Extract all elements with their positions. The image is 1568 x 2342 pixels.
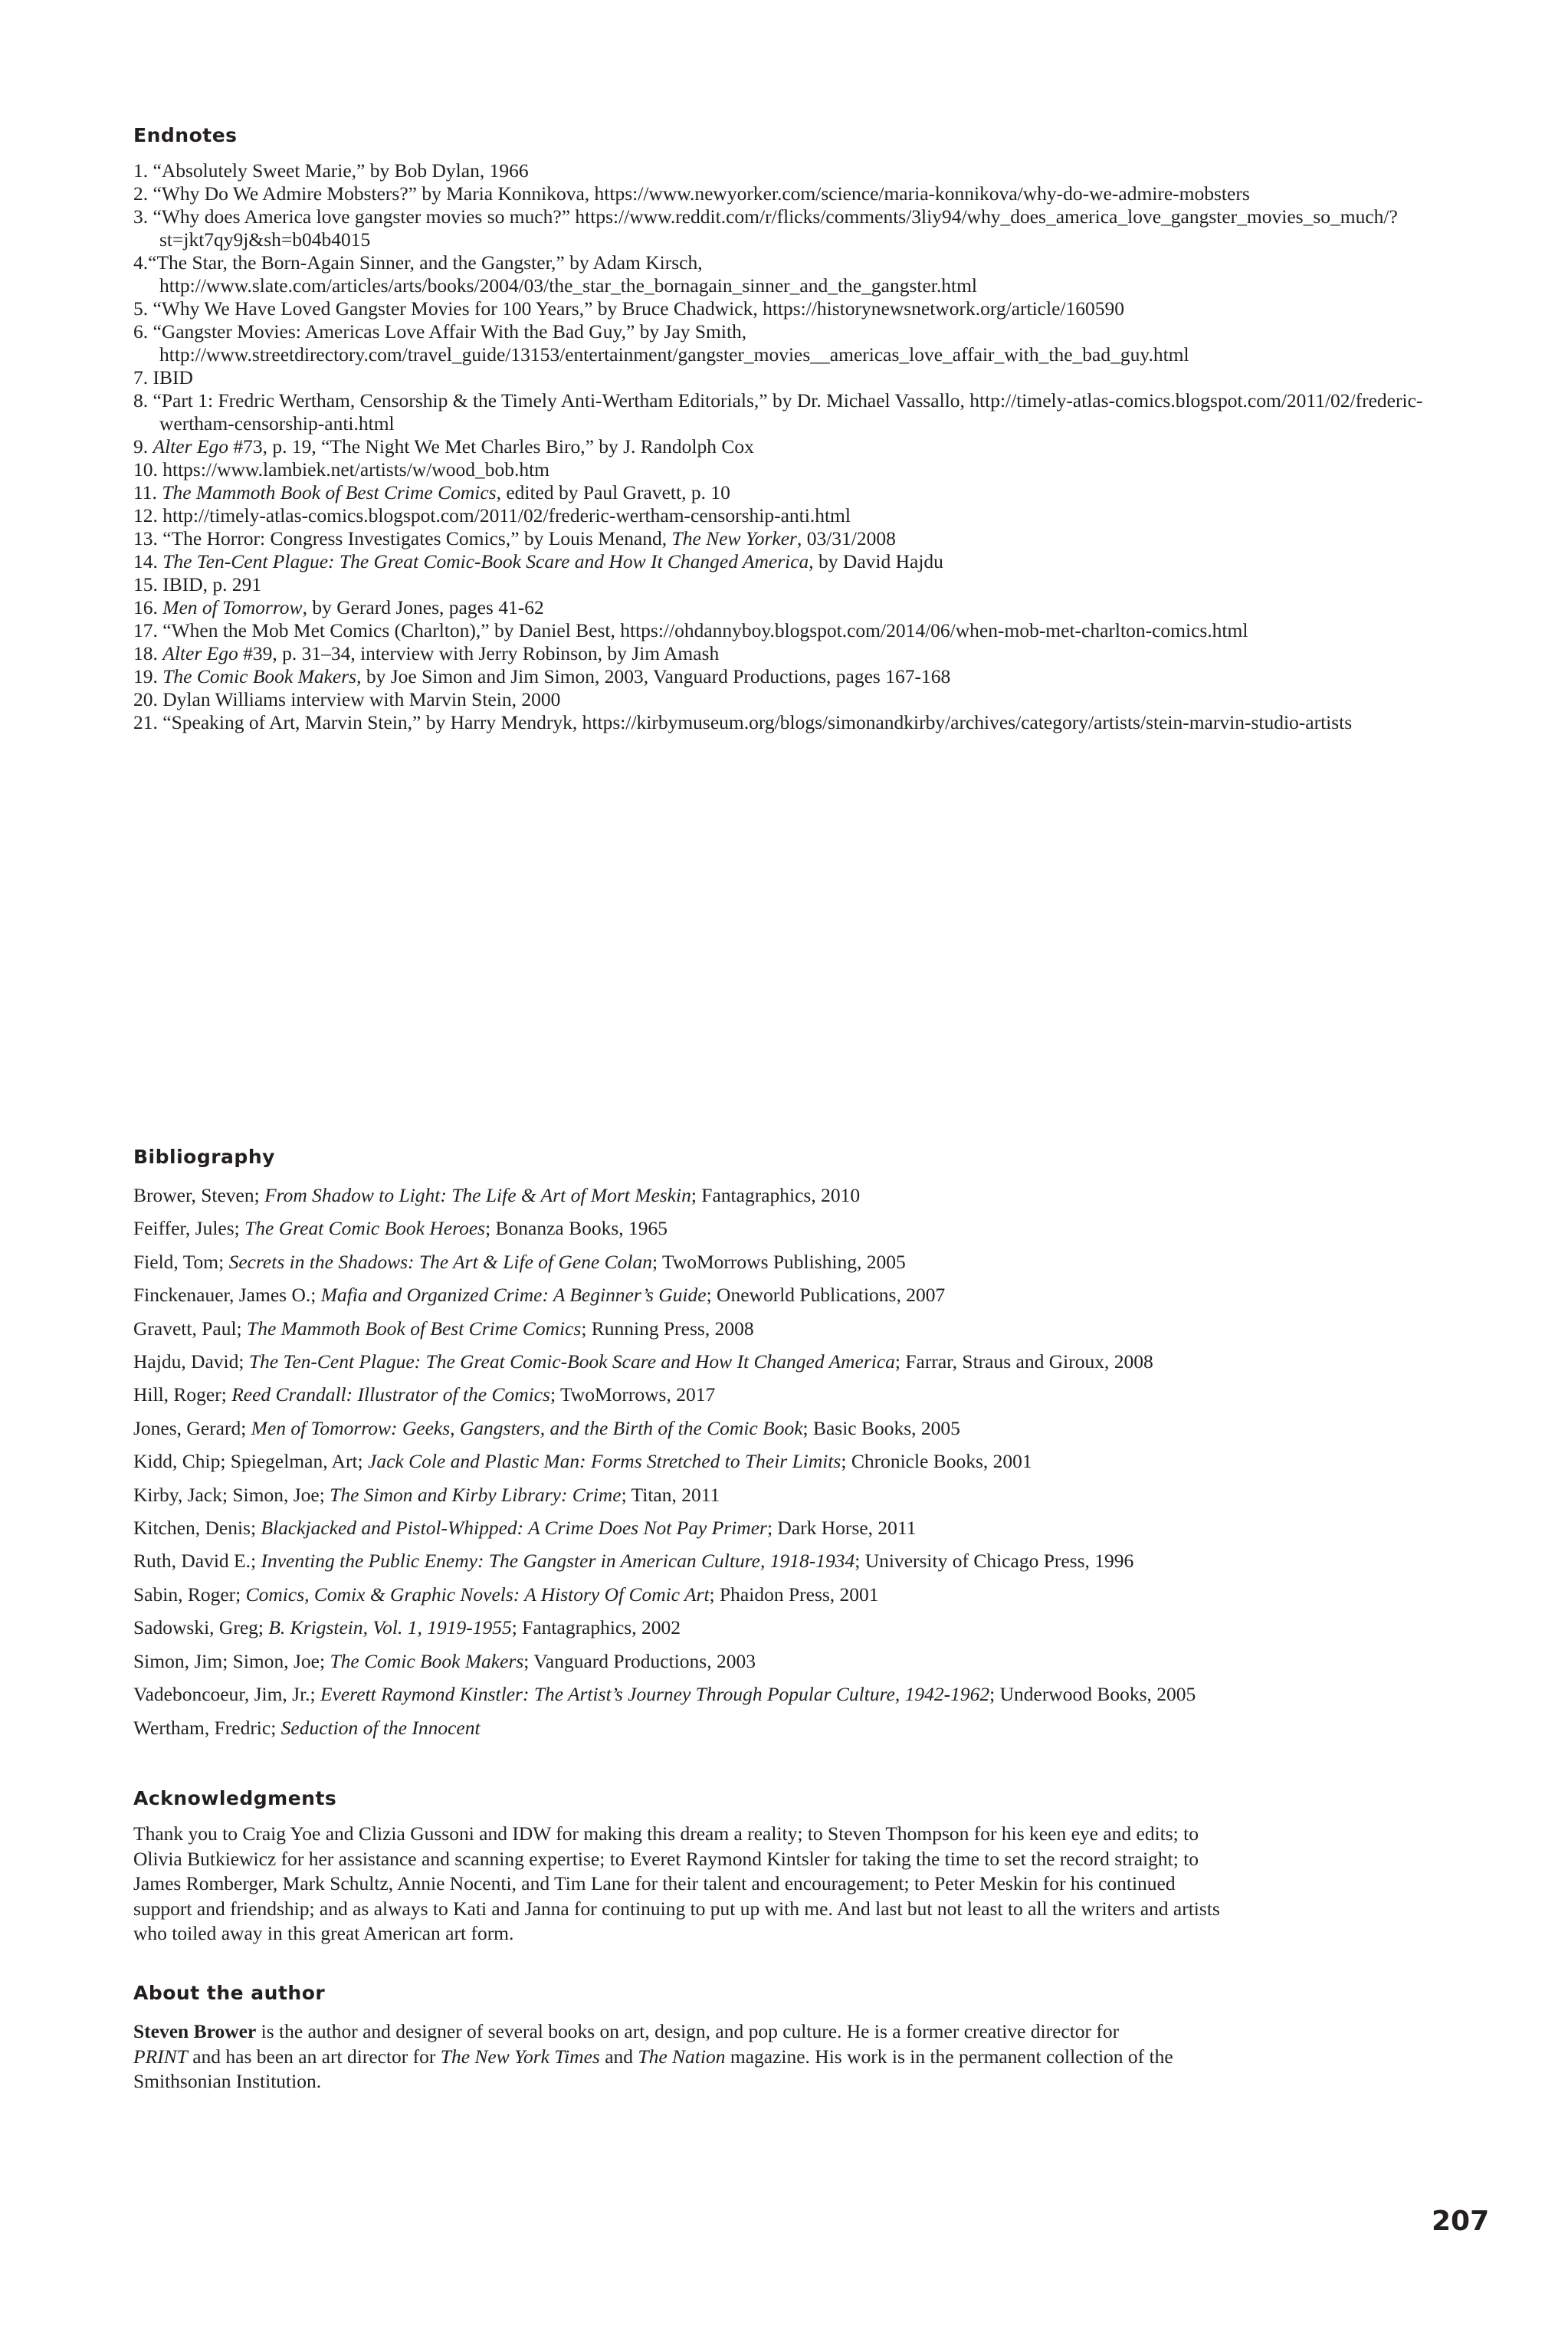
text-run: Brower, Steven; xyxy=(133,1184,265,1206)
endnote-item xyxy=(133,251,1436,297)
bibliography-entry xyxy=(133,1179,1482,1212)
text-run: 10. https://www.lambiek.net/artists/w/wood_bob.htm xyxy=(133,458,550,481)
text-run: and has been an art director for xyxy=(187,2045,441,2068)
text-run: 14. xyxy=(133,550,163,572)
text-run: , by David Hajdu xyxy=(809,550,943,572)
endnote-item xyxy=(133,642,1436,665)
endnote-item xyxy=(133,182,1436,205)
italic-title: Alter Ego xyxy=(162,642,238,664)
text-run: ; Fantagraphics, 2002 xyxy=(511,1616,681,1639)
endnote-item xyxy=(133,504,1436,527)
text-run: 5. “Why We Have Loved Gangster Movies for 100 Years,” by Bruce Chadwick, https://historynewsnetwork.org/article/160590 xyxy=(133,297,1124,320)
italic-title: Inventing the Public Enemy: The Gangster in American Culture, 1918-1934 xyxy=(261,1550,855,1573)
bibliography-entry xyxy=(133,1478,1482,1511)
bibliography-entry xyxy=(133,1544,1482,1577)
text-run: ; TwoMorrows, 2017 xyxy=(549,1383,716,1406)
text-run: ; Titan, 2011 xyxy=(621,1483,720,1506)
italic-title: The Ten-Cent Plague: The Great Comic-Book Scare and How It Changed America xyxy=(248,1350,895,1373)
endnotes-list xyxy=(133,159,1436,734)
italic-title: Seduction of the Innocent xyxy=(280,1716,481,1739)
endnotes-heading: Endnotes xyxy=(133,124,238,146)
about-author-text xyxy=(133,2019,1176,2094)
italic-title: Blackjacked and Pistol-Whipped: A Crime Does Not Pay Primer xyxy=(261,1517,767,1540)
endnote-item xyxy=(133,205,1436,251)
endnote-item xyxy=(133,665,1436,688)
text-run: #73, p. 19, “The Night We Met Charles Biro,” by J. Randolph Cox xyxy=(228,435,754,458)
text-run: ; Running Press, 2008 xyxy=(581,1317,754,1340)
acknowledgments-heading: Acknowledgments xyxy=(133,1787,337,1809)
italic-title: The Mammoth Book of Best Crime Comics xyxy=(247,1317,582,1340)
text-run: 16. xyxy=(133,596,163,618)
italic-title: Alter Ego xyxy=(153,435,228,458)
about-author-heading: About the author xyxy=(133,1982,326,2004)
italic-title: Jack Cole and Plastic Man: Forms Stretched to Their Limits xyxy=(368,1450,841,1473)
bibliography-entry xyxy=(133,1445,1482,1478)
text-run: 17. “When the Mob Met Comics (Charlton),” by Daniel Best, https://ohdannyboy.blogspot.com/2014/06/when-mob-met-charlton-comics.html xyxy=(133,619,1248,641)
endnote-item xyxy=(133,596,1436,619)
text-run: is the author and designer of several books on art, design, and pop culture. He is a former creative director for xyxy=(256,2020,1120,2042)
italic-title: Secrets in the Shadows: The Art & Life of Gene Colan xyxy=(228,1250,653,1273)
endnote-item xyxy=(133,573,1436,596)
bibliography-entry xyxy=(133,1345,1482,1378)
bibliography-heading: Bibliography xyxy=(133,1146,275,1168)
endnote-item xyxy=(133,481,1436,504)
text-run: 1. “Absolutely Sweet Marie,” by Bob Dylan, 1966 xyxy=(133,159,529,182)
endnote-item xyxy=(133,320,1436,366)
text-run: ; Farrar, Straus and Giroux, 2008 xyxy=(894,1350,1153,1373)
text-run: 13. “The Horror: Congress Investigates Comics,” by Louis Menand, xyxy=(133,527,672,549)
endnote-item xyxy=(133,159,1436,182)
endnote-item xyxy=(133,711,1436,734)
endnote-item xyxy=(133,619,1436,642)
italic-title: The New Yorker xyxy=(671,527,797,549)
bibliography-entry xyxy=(133,1245,1482,1278)
endnote-item xyxy=(133,527,1436,550)
endnote-item xyxy=(133,366,1436,389)
endnote-item xyxy=(133,688,1436,711)
text-run: ; TwoMorrows Publishing, 2005 xyxy=(652,1250,906,1273)
italic-title: The Mammoth Book of Best Crime Comics xyxy=(162,481,497,503)
text-run: Gravett, Paul; xyxy=(133,1317,248,1340)
text-run: Simon, Jim; Simon, Joe; xyxy=(133,1649,330,1672)
text-run: Hajdu, David; xyxy=(133,1350,249,1373)
text-run: 12. http://timely-atlas-comics.blogspot.com/2011/02/frederic-wertham-censorship-anti.html xyxy=(133,504,851,526)
text-run: Vadeboncoeur, Jim, Jr.; xyxy=(133,1683,321,1706)
text-run: ; Bonanza Books, 1965 xyxy=(485,1217,668,1240)
endnote-item xyxy=(133,550,1436,573)
text-run: 18. xyxy=(133,642,163,664)
endnote-item xyxy=(133,458,1436,481)
text-run: ; Basic Books, 2005 xyxy=(802,1416,960,1439)
text-run: #39, p. 31–34, interview with Jerry Robinson, by Jim Amash xyxy=(238,642,720,664)
text-run: ; Vanguard Productions, 2003 xyxy=(523,1649,756,1672)
italic-title: B. Krigstein, Vol. 1, 1919-1955 xyxy=(268,1616,512,1639)
text-run: Kitchen, Denis; xyxy=(133,1517,261,1540)
text-run: 15. IBID, p. 291 xyxy=(133,573,262,595)
bibliography-entry xyxy=(133,1212,1482,1245)
page-number: 207 xyxy=(1432,2206,1490,2237)
italic-title: The Ten-Cent Plague: The Great Comic-Book Scare and How It Changed America xyxy=(162,550,809,572)
text-run: ; Chronicle Books, 2001 xyxy=(841,1450,1032,1473)
bibliography-entry xyxy=(133,1378,1482,1411)
italic-title: The Simon and Kirby Library: Crime xyxy=(330,1483,622,1506)
bibliography-entry xyxy=(133,1278,1482,1311)
text-run: 20. Dylan Williams interview with Marvin Stein, 2000 xyxy=(133,688,561,710)
text-run: 9. xyxy=(133,435,153,458)
endnote-item xyxy=(133,297,1436,320)
italic-title: Everett Raymond Kinstler: The Artist’s Journey Through Popular Culture, 1942-1962 xyxy=(320,1683,990,1706)
text-run: Wertham, Fredric; xyxy=(133,1716,281,1739)
italic-title: From Shadow to Light: The Life & Art of Mort Meskin xyxy=(264,1184,691,1206)
text-run: 3. “Why does America love gangster movies so much?” https://www.reddit.com/r/flicks/comments/3liy94/why_does_america_love_gangster_movies_so_much/?st=jkt7qy9j&sh=b04b4015 xyxy=(133,205,1398,251)
bibliography-entry xyxy=(133,1511,1482,1544)
text-run: 8. “Part 1: Fredric Wertham, Censorship & the Timely Anti-Wertham Editorials,” by Dr. Michael Vassallo, http://timely-atlas-comics.blogspot.com/2011/02/frederic-wertham-censorship-anti.html xyxy=(133,389,1423,435)
endnote-item xyxy=(133,435,1436,458)
bibliography-list xyxy=(133,1179,1482,1744)
bibliography-entry xyxy=(133,1645,1482,1678)
italic-title: The New York Times xyxy=(440,2045,600,2068)
text-run: Hill, Roger; xyxy=(133,1383,232,1406)
bibliography-entry xyxy=(133,1578,1482,1611)
bibliography-entry xyxy=(133,1412,1482,1445)
text-run: 7. IBID xyxy=(133,366,193,389)
text-run: 11. xyxy=(133,481,162,503)
text-run: , 03/31/2008 xyxy=(796,527,896,549)
text-run: 2. “Why Do We Admire Mobsters?” by Maria Konnikova, https://www.newyorker.com/science/maria-konnikova/why-do-we-admire-mobsters xyxy=(133,182,1250,205)
italic-title: Mafia and Organized Crime: A Beginner’s Guide xyxy=(320,1284,707,1307)
text-run: Feiffer, Jules; xyxy=(133,1217,245,1240)
text-run: ; Underwood Books, 2005 xyxy=(989,1683,1196,1706)
text-run: Jones, Gerard; xyxy=(133,1416,251,1439)
text-run: magazine. His work is in the permanent collection of the Smithsonian Institution. xyxy=(133,2045,1173,2092)
italic-title: The Comic Book Makers xyxy=(162,665,357,687)
text-run: Field, Tom; xyxy=(133,1250,229,1273)
italic-title: PRINT xyxy=(133,2045,188,2068)
text-run: 21. “Speaking of Art, Marvin Stein,” by Harry Mendryk, https://kirbymuseum.org/blogs/simonandkirby/archives/category/artists/stein-marvin-studio-artists xyxy=(133,711,1353,733)
text-run: Kirby, Jack; Simon, Joe; xyxy=(133,1483,330,1506)
text-run: ; University of Chicago Press, 1996 xyxy=(855,1550,1134,1573)
bibliography-entry xyxy=(133,1611,1482,1644)
italic-title: Men of Tomorrow: Geeks, Gangsters, and the Birth of the Comic Book xyxy=(251,1416,803,1439)
italic-title: Men of Tomorrow xyxy=(162,596,303,618)
bibliography-entry xyxy=(133,1312,1482,1345)
bibliography-entry xyxy=(133,1678,1482,1711)
text-run: 19. xyxy=(133,665,163,687)
bold-name: Steven Brower xyxy=(133,2020,257,2042)
endnote-item xyxy=(133,389,1436,435)
text-run: Sabin, Roger; xyxy=(133,1583,246,1606)
text-run: , edited by Paul Gravett, p. 10 xyxy=(496,481,730,503)
bibliography-entry xyxy=(133,1711,1482,1744)
text-run: , by Joe Simon and Jim Simon, 2003, Vanguard Productions, pages 167-168 xyxy=(356,665,951,687)
italic-title: The Great Comic Book Heroes xyxy=(244,1217,486,1240)
text-run: ; Dark Horse, 2011 xyxy=(766,1517,917,1540)
italic-title: The Nation xyxy=(638,2045,726,2068)
text-run: 6. “Gangster Movies: Americas Love Affair With the Bad Guy,” by Jay Smith, http://www.streetdirectory.com/travel_guide/13153/entertainment/gangster_movies__americas_love_affair_with_the_bad_guy.html xyxy=(133,320,1189,366)
text-run: ; Fantagraphics, 2010 xyxy=(691,1184,861,1206)
italic-title: Comics, Comix & Graphic Novels: A History Of Comic Art xyxy=(245,1583,710,1606)
text-run: Sadowski, Greg; xyxy=(133,1616,269,1639)
acknowledgments-text: Thank you to Craig Yoe and Clizia Gussoni and IDW for making this dream a reality; to Steven Thompson for his keen eye and edits; to Olivia Butkiewicz for her assistance and scanning expertise; to Everet Raymond Kintsler for taking the time to set the record straight; to James Romberger, Mark Schultz, Annie Nocenti, and Tim Lane for their talent and encouragement; to Peter Meskin for his continued support and friendship; and as always to Kati and Janna for continuing to put up with me. And last but not least to all the writers and artists who toiled away in this great American art form. xyxy=(133,1822,1220,1945)
text-run: Ruth, David E.; xyxy=(133,1550,261,1573)
text-run: Finckenauer, James O.; xyxy=(133,1284,321,1307)
text-run: ; Phaidon Press, 2001 xyxy=(709,1583,879,1606)
text-run: Kidd, Chip; Spiegelman, Art; xyxy=(133,1450,368,1473)
text-run: and xyxy=(599,2045,638,2068)
italic-title: Reed Crandall: Illustrator of the Comics xyxy=(231,1383,550,1406)
text-run: 4.“The Star, the Born-Again Sinner, and the Gangster,” by Adam Kirsch, http://www.slate.com/articles/arts/books/2004/03/the_star_the_bornagain_sinner_and_the_gangster.html xyxy=(133,251,978,297)
text-run: ; Oneworld Publications, 2007 xyxy=(706,1284,946,1307)
text-run: , by Gerard Jones, pages 41-62 xyxy=(302,596,544,618)
italic-title: The Comic Book Makers xyxy=(330,1649,524,1672)
